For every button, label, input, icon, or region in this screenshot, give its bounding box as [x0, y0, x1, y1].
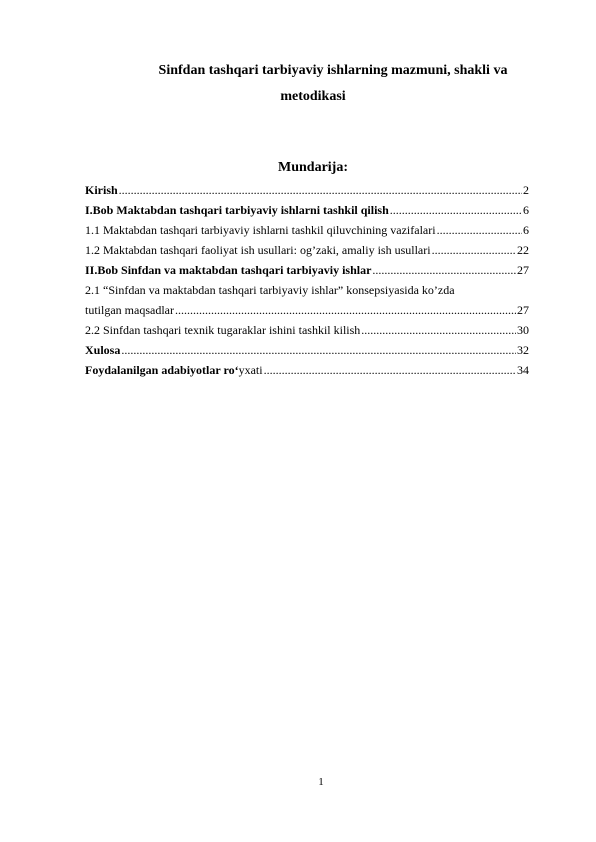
toc-entry-page: 30 [517, 323, 529, 337]
toc-entry-chapter-1[interactable] [85, 202, 529, 218]
toc-heading: Mundarija: [278, 160, 348, 175]
toc-leader-dots [175, 302, 516, 318]
toc-entry-kirish[interactable] [85, 182, 529, 198]
document-title-line2: metodikasi [280, 89, 346, 104]
page-number: 1 [318, 776, 324, 788]
toc-entry-label: Kirish [85, 183, 118, 197]
toc-entry-label: 2.2 Sinfdan tashqari texnik tugaraklar ishini tashkil kilish [85, 323, 361, 337]
toc-entry-page: 27 [517, 303, 529, 317]
toc-leader-dots [390, 202, 522, 218]
toc-entry-page: 6 [523, 203, 529, 217]
toc-entry-label [85, 362, 263, 378]
toc-leader-dots [432, 242, 516, 258]
document-title-line1: Sinfdan tashqari tarbiyaviy ishlarning mazmuni, shakli va [158, 63, 508, 78]
toc-entry-section-1-1[interactable] [85, 222, 529, 238]
toc-entry-section-2-2[interactable] [85, 322, 529, 338]
toc-entry-page: 2 [523, 183, 529, 197]
toc-entry-label-bold: Foydalanilgan adabiyotlar ro‘ [85, 363, 239, 377]
toc-leader-dots [119, 182, 522, 198]
toc-leader-dots [264, 362, 516, 378]
toc-entry-section-1-2[interactable] [85, 242, 529, 258]
toc-entry-label-normal: yxati [238, 363, 263, 377]
toc-entry-page: 27 [517, 263, 529, 277]
toc-entry-references[interactable] [85, 362, 529, 378]
toc-entry-section-2-1-line1[interactable] [85, 282, 529, 298]
toc-entry-xulosa[interactable] [85, 342, 529, 358]
toc-leader-dots [361, 322, 516, 338]
toc-entry-label: tutilgan maqsadlar [85, 303, 174, 317]
toc-entry-label: I.Bob Maktabdan tashqari tarbiyaviy ishlarni tashkil qilish [85, 203, 389, 217]
table-of-contents [85, 182, 529, 382]
toc-entry-label: Xulosa [85, 343, 121, 357]
toc-leader-dots [437, 222, 522, 238]
toc-entry-label: 1.1 Maktabdan tashqari tarbiyaviy ishlarni tashkil qiluvchining vazifalari [85, 223, 436, 237]
toc-entry-chapter-2[interactable] [85, 262, 529, 278]
toc-entry-page: 6 [523, 223, 529, 237]
toc-entry-page: 32 [517, 343, 529, 357]
toc-leader-dots [121, 342, 516, 358]
toc-entry-page: 34 [517, 363, 529, 377]
toc-entry-section-2-1[interactable] [85, 302, 529, 318]
toc-entry-label: II.Bob Sinfdan va maktabdan tashqari tarbiyaviy ishlar [85, 263, 372, 277]
toc-entry-label: 1.2 Maktabdan tashqari faoliyat ish usullari: og’zaki, amaliy ish usullari [85, 243, 431, 257]
toc-entry-label-line1: 2.1 “Sinfdan va maktabdan tashqari tarbiyaviy ishlar” konsepsiyasida ko’zda [85, 283, 455, 297]
toc-leader-dots [372, 262, 516, 278]
toc-entry-page: 22 [517, 243, 529, 257]
